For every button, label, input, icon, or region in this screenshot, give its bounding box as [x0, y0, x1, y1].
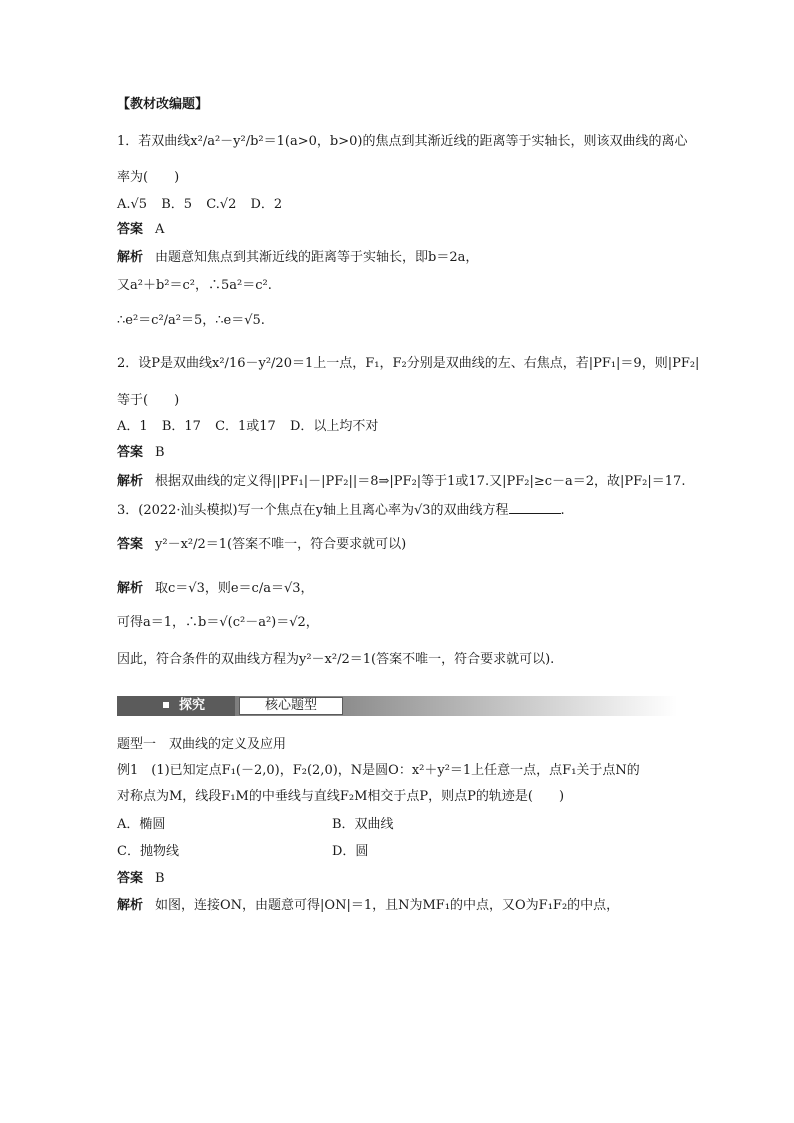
- q3-analysis-line3: 因此，符合条件的双曲线方程为y²－x²/2＝1(答案不唯一，符合要求就可以).: [117, 652, 555, 667]
- q3-stem-text: 3．(2022·汕头模拟)写一个焦点在y轴上且离心率为√3的双曲线方程: [117, 503, 509, 518]
- q1-option-b: B．5: [161, 197, 193, 212]
- q3-stem-end: .: [560, 503, 565, 518]
- analysis-label: 解析: [117, 898, 144, 913]
- example1-analysis-text: 如图，连接ON，由题意可得|ON|＝1，且N为MF₁的中点，又O为F₁F₂的中点，: [155, 898, 620, 913]
- q2-analysis: [117, 473, 685, 491]
- q1-analysis-text1: 由题意知焦点到其渐近线的距离等于实轴长，即b＝2a，: [155, 250, 479, 265]
- q1-answer: [117, 221, 164, 239]
- banner-left: [117, 696, 235, 716]
- q2-stem-line2: 等于( ): [117, 393, 180, 408]
- q2-option-c: C．1或17: [215, 419, 276, 434]
- analysis-label: 解析: [117, 250, 144, 265]
- q1-stem-line1: 1．若双曲线x²/a²－y²/b²＝1(a>0，b>0)的焦点到其渐近线的距离等于实轴长，则该双曲线的离心: [117, 134, 688, 149]
- q2-option-d: D．以上均不对: [289, 419, 379, 434]
- q3-answer-blank[interactable]: [509, 501, 561, 514]
- answer-label: 答案: [117, 871, 144, 886]
- q1-answer-value: A: [155, 222, 165, 237]
- example1-option-d: D．圆: [332, 844, 369, 859]
- example1-option-a: A．椭圆: [117, 817, 166, 832]
- example1-options-row2: [117, 843, 179, 861]
- q2-option-a: A．1: [117, 419, 148, 434]
- q3-answer: [117, 536, 406, 554]
- q2-answer-value: B: [155, 445, 165, 460]
- example1-answer: [117, 870, 165, 888]
- q2-analysis-text: 根据双曲线的定义得||PF₁|－|PF₂||＝8⇒|PF₂|等于1或17.又|PF₂|≥c－a＝2，故|PF₂|＝17.: [155, 474, 686, 489]
- q1-stem-line2: 率为( ): [117, 170, 180, 185]
- q2-answer: [117, 444, 165, 462]
- banner-left-text: 探究: [179, 698, 206, 713]
- section-tag: 【教材改编题】: [117, 97, 209, 112]
- q3-analysis-text1: 取c＝√3，则e＝c/a＝√3，: [155, 581, 314, 596]
- answer-label: 答案: [117, 445, 144, 460]
- analysis-label: 解析: [117, 581, 144, 596]
- section-banner: [117, 696, 677, 716]
- q1-option-c: C.√2: [206, 197, 237, 212]
- banner-right: 核心题型: [239, 697, 343, 715]
- q1-analysis-line2: 又a²＋b²＝c²，∴5a²＝c².: [117, 278, 272, 293]
- q2-options: [117, 418, 388, 436]
- q3-analysis-line2: 可得a＝1，∴b＝√(c²－a²)＝√2，: [117, 615, 319, 630]
- q1-analysis-line1: [117, 249, 478, 267]
- q3-answer-value: y²－x²/2＝1(答案不唯一，符合要求就可以): [155, 537, 407, 552]
- example1-line2: 对称点为M，线段F₁M的中垂线与直线F₂M相交于点P，则点P的轨迹是( ): [117, 789, 565, 804]
- q1-option-a: A.√5: [117, 197, 148, 212]
- example1-option-c: C．抛物线: [117, 844, 179, 859]
- analysis-label: 解析: [117, 474, 144, 489]
- q1-option-d: D．2: [250, 197, 283, 212]
- example1-line1: 例1 (1)已知定点F₁(－2,0)，F₂(2,0)，N是圆O：x²＋y²＝1上任意一点，点F₁关于点N的: [117, 763, 640, 778]
- q2-option-b: B．17: [161, 419, 201, 434]
- type1-title: 题型一 双曲线的定义及应用: [117, 737, 287, 752]
- example1-options-row1: [117, 816, 165, 834]
- q3-analysis-line1: [117, 580, 314, 598]
- q1-options: [117, 196, 292, 214]
- q3-stem: [117, 501, 565, 520]
- square-bullet-icon: [163, 702, 169, 708]
- answer-label: 答案: [117, 222, 144, 237]
- example1-answer-value: B: [155, 871, 165, 886]
- q1-analysis-line3: ∴e²＝c²/a²＝5，∴e＝√5.: [117, 313, 265, 328]
- answer-label: 答案: [117, 537, 144, 552]
- q2-stem-line1: 2．设P是双曲线x²/16－y²/20＝1上一点，F₁，F₂分别是双曲线的左、右焦点，若|PF₁|＝9，则|PF₂|: [117, 356, 700, 371]
- example1-analysis: [117, 897, 619, 915]
- example1-option-b: B．双曲线: [332, 817, 394, 832]
